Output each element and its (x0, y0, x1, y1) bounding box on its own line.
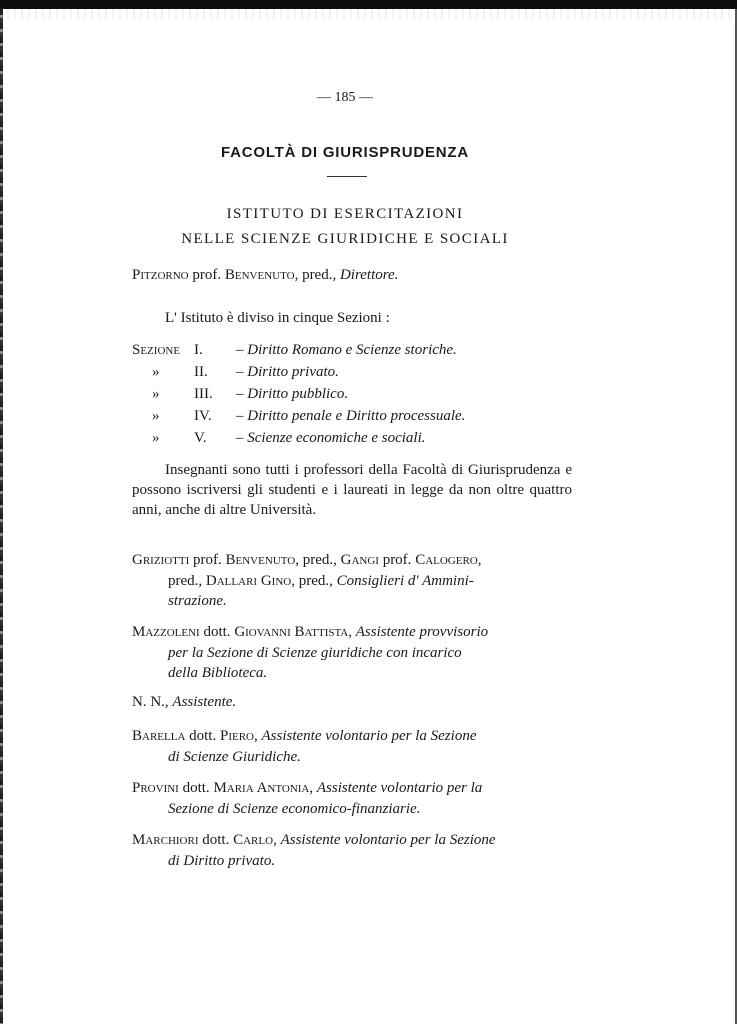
person-title: prof. (378, 552, 416, 568)
person-title: dott. (178, 780, 214, 796)
person-name: Benvenuto (225, 552, 296, 568)
director-name: Benvenuto (224, 267, 295, 283)
person-surname: Gangi (340, 552, 379, 568)
section-dash: – (236, 342, 248, 358)
role-text: Assistente volontario per la (316, 780, 483, 796)
section-dash: – (236, 364, 248, 380)
barella-entry (132, 726, 572, 767)
mazzoleni-entry (132, 622, 572, 684)
role-text: Assistente provvisorio (355, 624, 489, 640)
separator: , (273, 832, 281, 848)
role-text: Sezione di Scienze economico-finanziarie. (168, 800, 421, 817)
separator: , (254, 728, 262, 744)
director-rest: , pred., (294, 267, 340, 283)
separator: , (348, 624, 356, 640)
page-number: — 185 — (317, 90, 373, 105)
person-title: dott. (185, 728, 220, 744)
council-entry-continuation (132, 571, 572, 592)
institute-title-line-1: ISTITUTO DI ESERCITAZIONI (226, 206, 464, 222)
section-number: V. (194, 430, 207, 446)
title-rule (327, 176, 367, 177)
role-text: Consiglieri d' Ammini- (336, 572, 474, 589)
director-role: Direttore. (339, 267, 399, 283)
ditto-mark: » (152, 408, 160, 424)
section-row (132, 430, 426, 447)
person-rest: pred., (168, 572, 206, 589)
ditto-mark: » (152, 386, 160, 402)
faculty-title: FACOLTÀ DI GIURISPRUDENZA (220, 144, 470, 161)
role-text: Assistente volontario per la Sezione (261, 728, 477, 744)
person-name: Piero (219, 728, 254, 744)
director-title: prof. (192, 267, 222, 283)
section-dash: – (236, 386, 248, 402)
role-text: di Diritto privato. (168, 852, 276, 869)
person-name: Gino (260, 572, 292, 589)
role-text: Assistente volontario per la Sezione (280, 832, 496, 848)
role-text: strazione. (168, 593, 227, 609)
section-name: Diritto penale e Diritto processuale. (247, 408, 466, 424)
section-number: III. (194, 386, 213, 402)
section-name: Diritto Romano e Scienze storiche. (247, 342, 457, 358)
person-surname: Dallari (205, 572, 258, 589)
section-row (132, 364, 339, 381)
person-title: dott. (198, 832, 234, 848)
section-name: Diritto pubblico. (247, 386, 349, 402)
section-row (132, 408, 465, 425)
person-name: N. N., (132, 694, 173, 710)
ditto-mark: » (152, 430, 160, 446)
person-name: Calogero (415, 552, 478, 568)
person-title: prof. (189, 552, 226, 568)
person-title: dott. (199, 624, 235, 640)
director-surname: Pitzorno (132, 267, 189, 283)
role-text: Assistente. (172, 694, 237, 710)
role-text: per la Sezione di Scienze giuridiche con incarico (168, 644, 462, 661)
person-rest: , pred., (291, 572, 337, 589)
section-name: Diritto privato. (247, 364, 339, 380)
institute-title-line-2: NELLE SCIENZE GIURIDICHE E SOCIALI (181, 231, 509, 247)
person-name: Giovanni Battista (234, 624, 349, 640)
director-entry (132, 267, 398, 284)
division-intro: L' Istituto è diviso in cinque Sezioni : (165, 310, 390, 326)
person-surname: Barella (132, 728, 186, 744)
person-surname: Provini (132, 780, 179, 796)
section-number: I. (194, 342, 203, 358)
ditto-mark: » (152, 364, 160, 380)
section-name: Scienze economiche e sociali. (247, 430, 426, 446)
person-name: Maria Antonia (213, 780, 310, 796)
council-entry (132, 550, 572, 612)
separator: , (309, 780, 317, 796)
marchiori-entry (132, 830, 572, 871)
person-surname: Marchiori (132, 832, 199, 848)
section-row (132, 342, 457, 359)
teachers-paragraph: Insegnanti sono tutti i professori della Facoltà di Giurisprudenza e possono iscriversi gli studenti e i laureati in legge da non oltre quattro anni, anche di altre Università. (132, 462, 572, 518)
section-dash: – (236, 430, 248, 446)
provini-entry (132, 778, 572, 819)
section-dash: – (236, 408, 248, 424)
person-rest: , (477, 552, 482, 568)
person-name: Carlo (233, 832, 274, 848)
section-prefix: Sezione (132, 342, 181, 358)
role-text: della Biblioteca. (168, 665, 268, 681)
section-row (132, 386, 348, 403)
person-surname: Griziotti (132, 552, 190, 568)
nn-entry (132, 692, 572, 713)
person-rest: , pred., (295, 552, 341, 568)
role-text: di Scienze Giuridiche. (168, 748, 301, 765)
section-number: II. (194, 364, 208, 380)
section-number: IV. (194, 408, 212, 424)
person-surname: Mazzoleni (132, 624, 200, 640)
